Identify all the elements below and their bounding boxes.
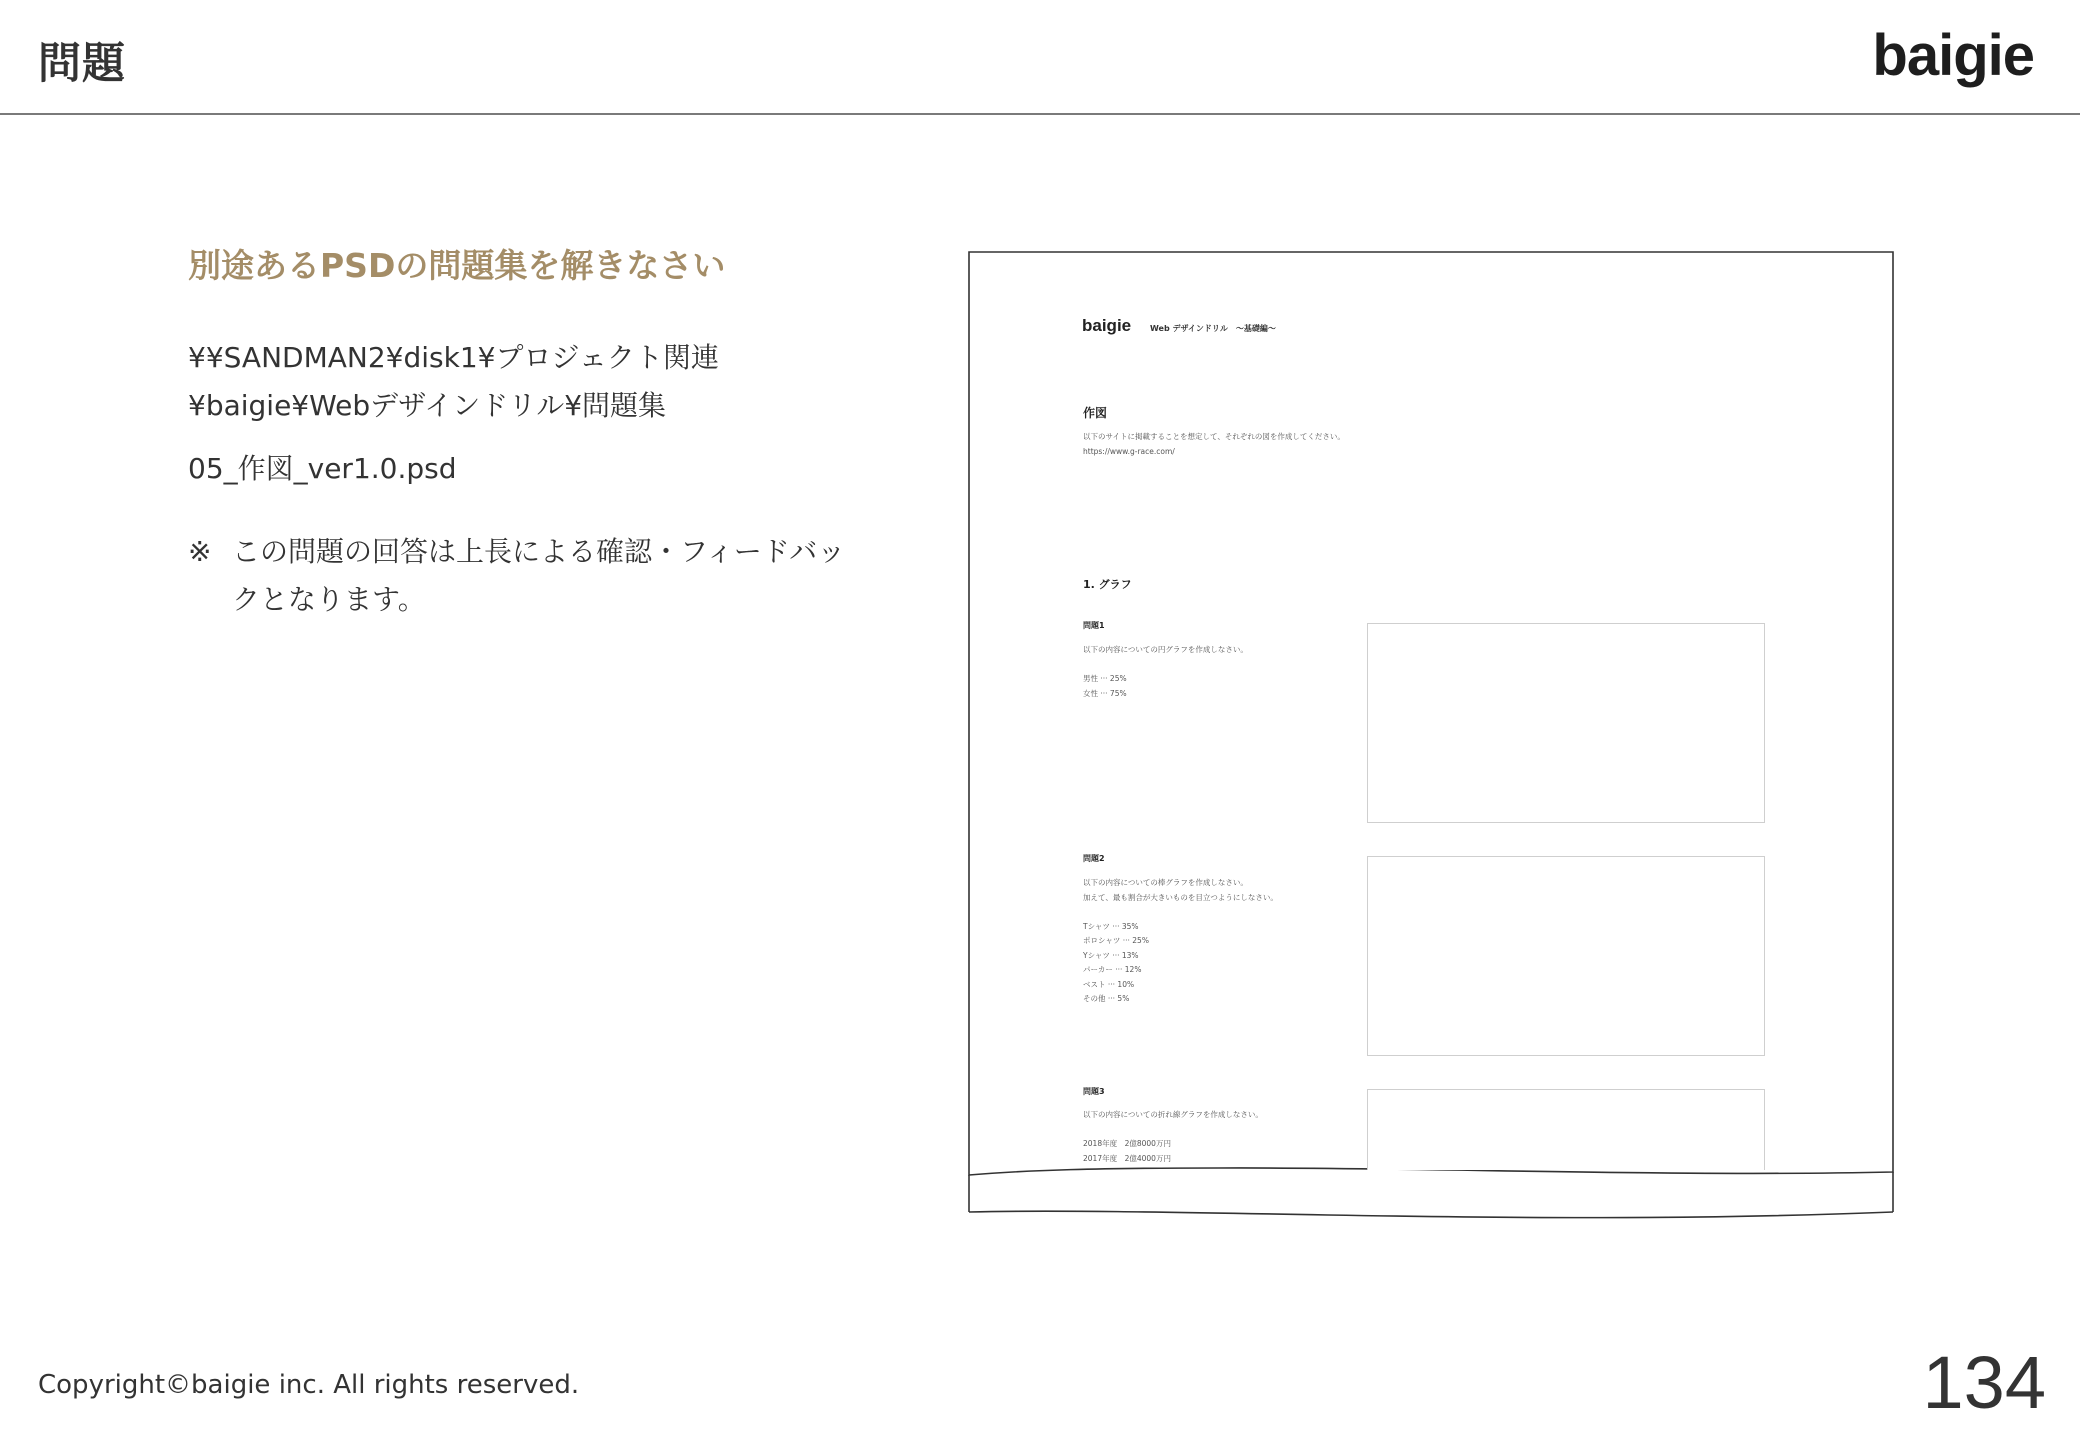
note-text: この問題の回答は上長による確認・フィードバックとなります。 bbox=[232, 535, 846, 616]
preview-q2-line: Yシャツ ··· 13% bbox=[1083, 950, 1139, 960]
file-name: 05_作図_ver1.0.psd bbox=[188, 452, 457, 485]
copyright: Copyright©baigie inc. All rights reserved. bbox=[38, 1370, 580, 1400]
page-number: 134 bbox=[1922, 1341, 2046, 1424]
preview-q3-answer-box bbox=[1367, 1089, 1765, 1170]
preview-q2-line: ベスト ··· 10% bbox=[1083, 979, 1135, 989]
preview-q2-line: 加えて、最も割合が大きいものを目立つようにしなさい。 bbox=[1083, 892, 1278, 902]
preview-intro-line-1: 以下のサイトに掲載することを想定して、それぞれの図を作成してください。 bbox=[1083, 432, 1345, 441]
preview-section-title: 作図 bbox=[1083, 406, 1108, 420]
preview-q3-line: 2017年度 2億4000万円 bbox=[1083, 1153, 1171, 1163]
psd-preview bbox=[968, 250, 1895, 1220]
file-path-line-2: ¥baigie¥Webデザインドリル¥問題集 bbox=[188, 389, 667, 422]
preview-q2-text bbox=[1083, 876, 1278, 1007]
preview-q2-line bbox=[1083, 905, 1278, 920]
preview-q3-line: 以下の内容についての折れ線グラフを作成しなさい。 bbox=[1083, 1110, 1263, 1119]
instruction-heading: 別途あるPSDの問題集を解きなさい bbox=[188, 246, 726, 285]
preview-q3-text bbox=[1083, 1108, 1263, 1166]
preview-q3-line bbox=[1083, 1123, 1263, 1138]
preview-graph-heading: 1. グラフ bbox=[1083, 578, 1132, 591]
preview-q1-label: 問題1 bbox=[1083, 621, 1105, 630]
preview-q2-answer-box bbox=[1367, 856, 1765, 1056]
preview-q2-line: ポロシャツ ··· 25% bbox=[1083, 936, 1149, 945]
preview-q1-answer-box bbox=[1367, 623, 1765, 823]
brand-logo: baigie bbox=[1872, 23, 2034, 88]
preview-q2-line: Tシャツ ··· 35% bbox=[1083, 921, 1139, 931]
preview-logo: baigie bbox=[1082, 316, 1132, 335]
preview-q1-line bbox=[1083, 658, 1248, 673]
file-path-line-1: ¥¥SANDMAN2¥disk1¥プロジェクト関連 bbox=[188, 341, 719, 374]
preview-intro-line-2: https://www.g-race.com/ bbox=[1083, 447, 1175, 456]
preview-q2-line: パーカー ··· 12% bbox=[1083, 965, 1142, 974]
preview-q3-label: 問題3 bbox=[1083, 1087, 1105, 1096]
preview-q2-line: 以下の内容についての棒グラフを作成しなさい。 bbox=[1083, 878, 1248, 887]
header-divider bbox=[0, 113, 2080, 115]
preview-q1-line: 以下の内容についての円グラフを作成しなさい。 bbox=[1083, 645, 1248, 654]
preview-q3-line: 2018年度 2億8000万円 bbox=[1083, 1139, 1171, 1148]
preview-q2-label: 問題2 bbox=[1083, 854, 1105, 863]
preview-q1-text bbox=[1083, 643, 1248, 701]
preview-subtitle: Web デザインドリル 〜基礎編〜 bbox=[1150, 324, 1276, 333]
file-path bbox=[188, 334, 719, 430]
preview-q1-line: 女性 ··· 75% bbox=[1083, 688, 1127, 698]
preview-q1-line: 男性 ··· 25% bbox=[1083, 674, 1127, 683]
page-title: 問題 bbox=[38, 39, 126, 89]
note-mark: ※ bbox=[188, 535, 212, 568]
preview-q2-line: その他 ··· 5% bbox=[1083, 994, 1130, 1003]
